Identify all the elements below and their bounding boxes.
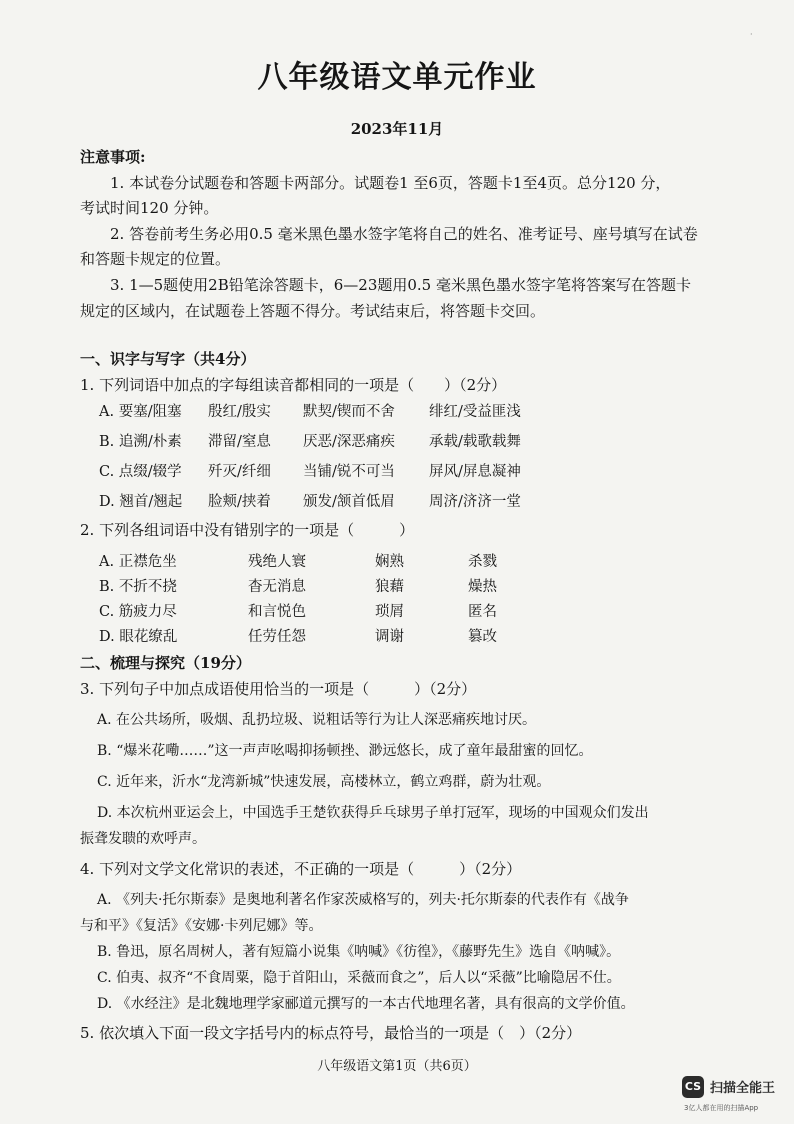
q2-option-a-word1: A. 正襟危坐 <box>99 554 177 570</box>
q2-option-d-word2: 任劳任怨 <box>248 629 306 645</box>
q1-option-c-pair2: 歼灭/纤细 <box>208 464 271 480</box>
q1-option-c-pair1: C. 点缀/辍学 <box>99 464 182 480</box>
q1-option-a-pair1: A. 要塞/阻塞 <box>99 404 182 420</box>
page-footer: 八年级语文第1页（共6页） <box>317 1059 477 1074</box>
q2-option-d-word1: D. 眼花缭乱 <box>99 629 178 645</box>
notice-item-3-line2: 规定的区域内，在试题卷上答题不得分。考试结束后，将答题卡交回。 <box>80 302 546 320</box>
q5-stem: 5. 依次填入下面一段文字括号内的标点符号，最恰当的一项是（ ）（2分） <box>80 1024 582 1042</box>
notice-item-1-line2: 考试时间120 分钟。 <box>80 199 219 217</box>
q2-option-d-word3: 调谢 <box>375 629 404 645</box>
q2-stem: 2. 下列各组词语中没有错别字的一项是（ ） <box>80 521 415 539</box>
q1-option-b-pair1: B. 追溯/朴素 <box>99 434 182 450</box>
q4-option-b: B. 鲁迅，原名周树人，著有短篇小说集《呐喊》《彷徨》，《藤野先生》选自《呐喊》。 <box>97 944 621 960</box>
q3-option-b: B. “爆米花嘞……”这一声声吆喝抑扬顿挫、渺远悠长，成了童年最甜蜜的回忆。 <box>97 743 593 759</box>
q3-option-d-line1: D. 本次杭州亚运会上，中国选手王楚钦获得乒乓球男子单打冠军，现场的中国观众们发出 <box>97 805 649 821</box>
q1-option-b-pair4: 承载/载歌载舞 <box>429 434 521 450</box>
q3-option-d-line2: 振聋发聩的欢呼声。 <box>80 831 206 847</box>
q2-option-b-word3: 狼藉 <box>375 579 404 595</box>
q1-option-a-pair2: 殷红/殷实 <box>208 404 271 420</box>
q2-option-b-word4: 燥热 <box>468 579 497 595</box>
q2-option-c-word4: 匿名 <box>468 604 497 620</box>
notice-item-2-line2: 和答题卡规定的位置。 <box>80 250 231 268</box>
notice-item-1-line1: 1. 本试卷分试题卷和答题卡两部分。试题卷1 至6页，答题卡1至4页。总分120 分， <box>110 174 671 192</box>
q3-stem: 3. 下列句子中加点成语使用恰当的一项是（ ）（2分） <box>80 680 477 698</box>
q4-option-a-line2: 与和平》《复活》《安娜·卡列尼娜》等。 <box>80 918 323 934</box>
page-title: 八年级语文单元作业 <box>257 60 537 95</box>
notice-item-2-line1: 2. 答卷前考生务必用0.5 毫米黑色墨水签字笔将自己的姓名、准考证号、座号填写在试卷 <box>110 225 698 243</box>
q1-option-a-pair3: 默契/锲而不舍 <box>303 404 395 420</box>
q1-option-d-pair2: 脸颊/挟着 <box>208 494 271 510</box>
q2-option-b-word2: 杳无消息 <box>248 579 306 595</box>
q4-stem: 4. 下列对文学文化常识的表述，不正确的一项是（ ）（2分） <box>80 860 522 878</box>
q3-option-a: A. 在公共场所，吸烟、乱扔垃圾、说粗话等行为让人深恶痛疾地讨厌。 <box>97 712 537 728</box>
q4-option-c: C. 伯夷、叔齐“不食周粟，隐于首阳山，采薇而食之”，后人以“采薇”比喻隐居不仕。 <box>97 970 621 986</box>
q1-option-b-pair3: 厌恶/深恶痛疾 <box>303 434 395 450</box>
q2-option-c-word1: C. 筋疲力尽 <box>99 604 177 620</box>
q1-option-c-pair3: 当铺/锐不可当 <box>303 464 395 480</box>
notice-heading: 注意事项: <box>80 148 146 166</box>
q2-option-c-word2: 和言悦色 <box>248 604 306 620</box>
scanner-app-name: 扫描全能王 <box>710 1081 776 1096</box>
q1-option-d-pair1: D. 翘首/翘起 <box>99 494 183 510</box>
q1-option-d-pair3: 颁发/颔首低眉 <box>303 494 395 510</box>
q2-option-a-word4: 杀戮 <box>468 554 497 570</box>
q4-option-a-line1: A. 《列夫·托尔斯泰》是奥地利著名作家茨威格写的，列夫·托尔斯泰的代表作有《战争 <box>97 892 629 908</box>
section-2-heading: 二、梳理与探究（19分） <box>80 654 251 672</box>
q3-option-c: C. 近年来，沂水“龙湾新城”快速发展，高楼林立，鹤立鸡群，蔚为壮观。 <box>97 774 551 790</box>
exam-date: 2023年11月 <box>350 120 444 138</box>
q1-option-d-pair4: 周济/济济一堂 <box>429 494 521 510</box>
q4-option-d: D. 《水经注》是北魏地理学家郦道元撰写的一本古代地理名著，具有很高的文学价值。 <box>97 996 635 1012</box>
q2-option-d-word4: 篡改 <box>468 629 497 645</box>
q1-option-a-pair4: 绯红/受益匪浅 <box>429 404 521 420</box>
notice-item-3-line1: 3. 1—5题使用2B铅笔涂答题卡，6—23题用0.5 毫米黑色墨水签字笔将答案写在答题卡 <box>110 276 691 294</box>
q1-option-c-pair4: 屏风/屏息凝神 <box>429 464 521 480</box>
q1-option-b-pair2: 滞留/窒息 <box>208 434 271 450</box>
section-1-heading: 一、识字与写字（共4分） <box>80 350 256 368</box>
q2-option-c-word3: 琐屑 <box>375 604 404 620</box>
scanner-app-tagline: 3亿人都在用的扫描App <box>684 1104 759 1112</box>
q2-option-a-word3: 娴熟 <box>375 554 404 570</box>
scanner-app-logo-icon: CS <box>682 1076 704 1098</box>
q2-option-a-word2: 残绝人寰 <box>248 554 306 570</box>
q2-option-b-word1: B. 不折不挠 <box>99 579 177 595</box>
scan-speck: · <box>750 30 753 39</box>
q1-stem: 1. 下列词语中加点的字每组读音都相同的一项是（ ）（2分） <box>80 376 507 394</box>
